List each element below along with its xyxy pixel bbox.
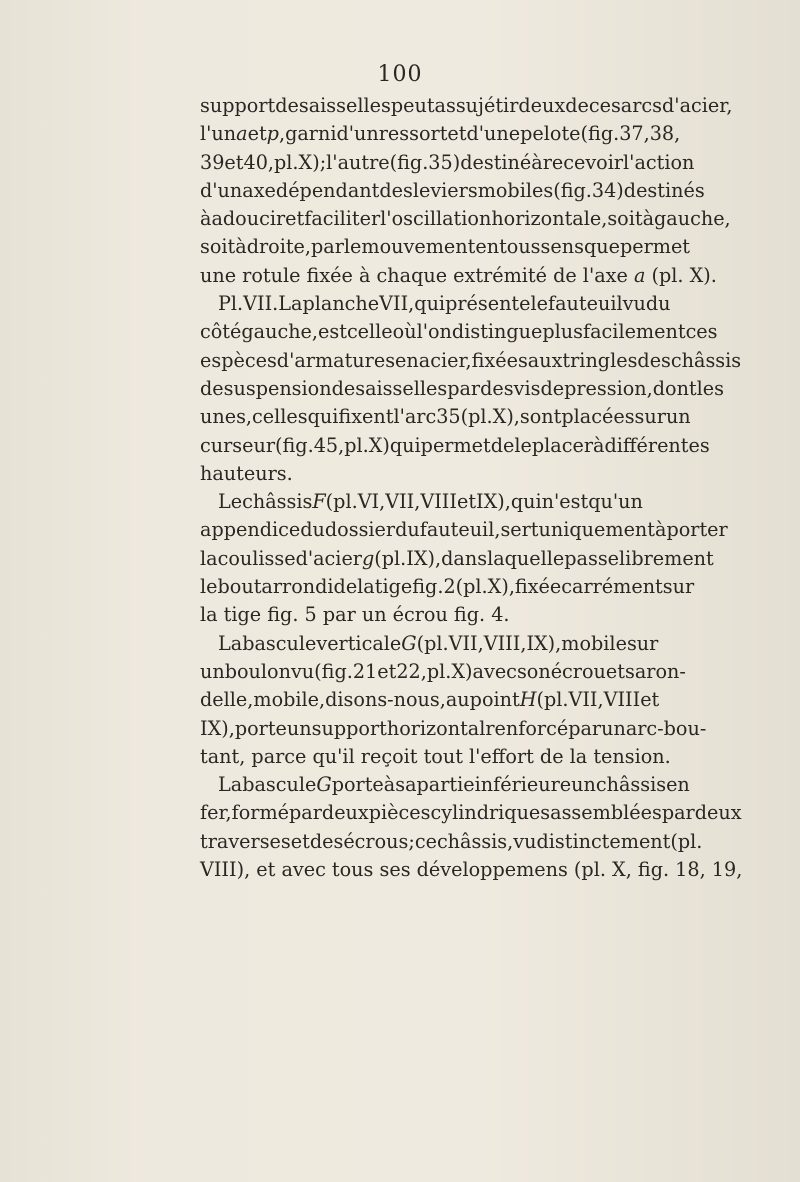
word: renforcé xyxy=(485,716,569,740)
word: 45, xyxy=(313,433,345,457)
word: fauteuil xyxy=(548,292,623,316)
text-run: hauteurs. xyxy=(200,461,293,485)
word: deux xyxy=(518,94,566,117)
word: placer xyxy=(531,433,594,457)
word: aux xyxy=(527,348,563,372)
word: planche xyxy=(302,292,380,316)
word: différentes xyxy=(604,433,710,457)
text-line xyxy=(200,856,743,884)
word: l'un xyxy=(200,122,237,146)
word: un xyxy=(571,773,596,797)
word: IX), xyxy=(200,716,235,740)
text-line xyxy=(200,573,695,601)
word: VIII xyxy=(420,490,457,514)
word: tringles xyxy=(562,348,638,372)
word: dans xyxy=(441,546,488,570)
word: arcs xyxy=(620,94,663,117)
word: deux xyxy=(321,801,369,825)
text-line xyxy=(200,149,695,177)
word: d'une xyxy=(466,122,521,146)
word: et xyxy=(247,122,267,146)
word: X) xyxy=(298,150,320,174)
word: passe xyxy=(564,546,620,570)
word: distingue xyxy=(451,320,543,344)
word: et xyxy=(447,122,467,146)
word: soit xyxy=(607,207,643,231)
word: sur xyxy=(626,631,659,655)
italic-letter: p xyxy=(266,122,279,146)
word: par xyxy=(289,801,322,825)
italic-letter: H xyxy=(519,688,537,712)
word: verticale xyxy=(316,631,402,655)
word: formé xyxy=(231,801,290,825)
word: le xyxy=(343,235,362,259)
word: à xyxy=(593,433,605,457)
italic-letter: a xyxy=(236,122,248,146)
word: sur xyxy=(662,575,695,599)
word: au xyxy=(445,688,470,712)
word: sur xyxy=(634,405,666,429)
paragraph xyxy=(200,488,728,629)
word: fixent xyxy=(338,405,394,429)
word: d'acier, xyxy=(662,94,733,117)
word: que xyxy=(583,235,620,259)
word: et xyxy=(285,207,305,231)
word: unes, xyxy=(200,405,253,429)
word: permet xyxy=(420,433,491,457)
word: IX), xyxy=(406,546,442,570)
word: X) xyxy=(368,433,390,457)
word: où xyxy=(392,320,417,344)
word: faciliter xyxy=(304,207,381,231)
word: par xyxy=(661,801,695,825)
word: acier, xyxy=(418,348,472,372)
word: à xyxy=(200,207,212,231)
word: pl. xyxy=(426,659,452,683)
word: (fig. xyxy=(389,150,429,174)
word: delle, xyxy=(200,688,254,712)
word: 39 xyxy=(200,150,225,174)
word xyxy=(267,120,285,148)
word: à xyxy=(655,518,667,542)
word: qui xyxy=(414,292,446,316)
word: qui xyxy=(389,433,421,457)
word: 37, xyxy=(619,122,650,146)
word: disons-nous, xyxy=(325,688,446,712)
word: Le xyxy=(218,490,243,514)
word: de xyxy=(333,575,358,599)
word: qui xyxy=(510,490,542,514)
word: La xyxy=(278,292,303,316)
word: porter xyxy=(666,518,728,542)
word: et xyxy=(377,659,397,683)
word: VIII, xyxy=(483,631,527,655)
text-line xyxy=(200,771,690,799)
word: un xyxy=(286,716,312,740)
text-line xyxy=(200,828,703,856)
word: La xyxy=(218,631,243,655)
word: vu xyxy=(622,292,646,316)
word: 2 xyxy=(443,575,456,599)
word: porte xyxy=(331,773,384,797)
word: arrondi xyxy=(261,575,334,599)
word: gauche, xyxy=(654,207,731,231)
word: , xyxy=(278,122,286,146)
italic-letter: G xyxy=(316,773,332,797)
word: (fig. xyxy=(580,122,620,146)
word: ce xyxy=(414,829,437,853)
word: en xyxy=(395,348,419,372)
word: la xyxy=(200,546,218,570)
word: librement xyxy=(619,546,714,570)
word: droite, xyxy=(246,235,312,259)
word: châssis xyxy=(595,773,667,797)
word: boulon xyxy=(224,659,291,683)
word: le xyxy=(530,292,548,316)
text-line xyxy=(200,516,728,544)
word: (pl. xyxy=(670,829,703,853)
word: les xyxy=(696,376,724,400)
word: à xyxy=(235,235,247,259)
text-line xyxy=(200,630,659,658)
word: (pl. xyxy=(536,688,569,712)
word: bascule xyxy=(242,631,317,655)
word: d'un xyxy=(200,178,243,202)
text-line xyxy=(200,799,742,827)
word: des xyxy=(275,94,309,117)
paragraph xyxy=(200,290,742,488)
word: VIII xyxy=(603,688,641,712)
word: (pl. xyxy=(325,490,358,514)
word: fer, xyxy=(200,801,232,825)
text-line xyxy=(200,120,681,148)
word: 21 xyxy=(352,659,378,683)
page-number: 100 xyxy=(377,62,423,87)
word: plus xyxy=(542,320,584,344)
word: VII, xyxy=(568,688,604,712)
word: d'armatures xyxy=(276,348,396,372)
text-line xyxy=(200,375,724,403)
word: permet xyxy=(619,235,691,259)
italic-letter: G xyxy=(401,631,417,655)
text-line xyxy=(200,545,714,573)
word: VII, xyxy=(448,631,484,655)
word: vis xyxy=(513,376,541,400)
text-line xyxy=(200,715,707,743)
word: bascule xyxy=(242,773,317,797)
word: ces xyxy=(588,94,621,117)
word: placées xyxy=(561,405,635,429)
word: 22, xyxy=(396,659,427,683)
text-line xyxy=(200,205,731,233)
text-line xyxy=(200,233,691,261)
word: un xyxy=(601,716,626,740)
word: par xyxy=(568,716,602,740)
word: côté xyxy=(200,320,242,344)
word: appendice xyxy=(200,518,301,542)
word: un xyxy=(200,659,225,683)
word: et xyxy=(224,150,244,174)
word: ressort xyxy=(378,122,448,146)
word: assujétir xyxy=(434,94,519,117)
word: 40, xyxy=(243,150,275,174)
word: horizontal xyxy=(386,716,486,740)
word: est xyxy=(318,320,347,344)
word: curseur xyxy=(200,433,276,457)
paragraph xyxy=(200,92,733,290)
word: de xyxy=(540,376,565,400)
word: de xyxy=(490,433,515,457)
word: sert xyxy=(500,518,539,542)
italic-letter: a xyxy=(633,263,646,287)
word: écrous xyxy=(343,829,409,853)
word: (pl. xyxy=(460,405,493,429)
word: arc-bou- xyxy=(625,716,707,740)
word: qu'un xyxy=(588,490,643,514)
italic-letter: F xyxy=(312,490,326,514)
word: aisselles xyxy=(365,376,448,400)
word: destinés xyxy=(623,178,705,202)
word: des xyxy=(309,829,344,853)
word: pl. xyxy=(274,150,299,174)
word: à xyxy=(642,207,655,231)
word: à xyxy=(383,773,396,797)
word: et xyxy=(605,659,625,683)
word: des xyxy=(379,178,413,202)
word: La xyxy=(218,773,243,797)
text-line xyxy=(200,92,733,120)
word: de xyxy=(565,94,589,117)
word: châssis, xyxy=(436,829,514,853)
paragraph xyxy=(200,771,743,884)
word: cylindriques xyxy=(430,801,551,825)
word: en xyxy=(475,235,500,259)
word: horizontale, xyxy=(491,207,608,231)
word: la xyxy=(357,575,375,599)
word: IX), xyxy=(476,490,511,514)
text-line xyxy=(200,290,671,318)
word: l'on xyxy=(416,320,452,344)
word: mobiles xyxy=(477,178,554,202)
word: sa xyxy=(624,659,647,683)
word: aisselles xyxy=(308,94,391,117)
word: uniquement xyxy=(538,518,655,542)
text-line xyxy=(200,488,643,516)
word: espèces xyxy=(200,348,277,372)
word: vu xyxy=(290,659,315,683)
word: 34) xyxy=(591,178,624,202)
word: laquelle xyxy=(487,546,565,570)
word: adoucir xyxy=(211,207,286,231)
word: sa xyxy=(395,773,417,797)
word: vu xyxy=(513,829,537,853)
word: deux xyxy=(694,801,742,825)
word: avec xyxy=(472,659,517,683)
word: mouvement xyxy=(361,235,476,259)
word: pelote xyxy=(520,122,581,146)
word: d'un xyxy=(336,122,379,146)
word: 35 xyxy=(436,405,461,429)
word: présente xyxy=(445,292,531,316)
text-run: une rotule fixée à chaque extrémité de l'axe xyxy=(200,263,634,287)
word: suspension xyxy=(223,376,332,400)
word: gauche, xyxy=(241,320,319,344)
word: de xyxy=(200,376,224,400)
text-line xyxy=(200,403,691,431)
word: 35) xyxy=(428,150,461,174)
word: support xyxy=(200,94,276,117)
word: X), xyxy=(487,575,515,599)
word: du xyxy=(300,518,325,542)
word: facilement xyxy=(583,320,686,344)
text-line xyxy=(200,743,671,771)
word: qui xyxy=(307,405,339,429)
word: (fig. xyxy=(553,178,592,202)
word: Pl. xyxy=(218,292,244,316)
word: celles xyxy=(252,405,308,429)
word: garni xyxy=(285,122,337,146)
word: fig. xyxy=(412,575,444,599)
word: VII. xyxy=(243,292,279,316)
word: assemblées xyxy=(550,801,662,825)
word: point xyxy=(469,688,520,712)
text-line xyxy=(200,601,622,629)
word: des xyxy=(331,376,366,400)
text-run: tant, parce qu'il reçoit tout l'effort de la tension. xyxy=(200,744,671,768)
italic-letter: g xyxy=(361,546,375,570)
word: (pl. xyxy=(416,631,449,655)
text-line xyxy=(200,347,742,375)
word: IX), xyxy=(526,631,562,655)
word: VII, xyxy=(385,490,421,514)
word: sens xyxy=(540,235,584,259)
word: X) xyxy=(451,659,473,683)
text-run: VIII), et avec tous ses développemens (pl. X, fig. 18, 19, xyxy=(200,858,743,882)
word: pièces xyxy=(368,801,431,825)
word: carrément xyxy=(561,575,663,599)
word: sont xyxy=(519,405,562,429)
word: l'arc xyxy=(393,405,437,429)
text-run: la tige fig. 5 par un écrou fig. 4. xyxy=(200,603,510,627)
word: fixée xyxy=(514,575,562,599)
word: distinctement xyxy=(536,829,671,853)
word: destiné xyxy=(460,150,532,174)
word: inférieure xyxy=(474,773,572,797)
word: mobile, xyxy=(253,688,326,712)
word: châssis xyxy=(242,490,313,514)
word: 38, xyxy=(649,122,681,146)
word: des xyxy=(480,376,514,400)
word: écrou xyxy=(550,659,606,683)
text-line xyxy=(200,686,660,714)
word: bout xyxy=(217,575,262,599)
text-line xyxy=(200,177,705,205)
word: porte xyxy=(234,716,287,740)
word: dépendant xyxy=(275,178,380,202)
word: partie xyxy=(416,773,475,797)
word: coulisse xyxy=(217,546,296,570)
word: un xyxy=(665,405,691,429)
text-line xyxy=(200,460,622,488)
word: l'autre xyxy=(326,150,390,174)
word: tige xyxy=(374,575,413,599)
word: (fig. xyxy=(275,433,314,457)
word: (fig. xyxy=(314,659,353,683)
text-run: (pl. X). xyxy=(645,263,717,287)
word: traverses xyxy=(200,829,291,853)
word: VII, xyxy=(379,292,415,316)
word: et xyxy=(290,829,310,853)
word: dossier xyxy=(324,518,396,542)
word: par xyxy=(311,235,344,259)
word: du xyxy=(645,292,671,316)
word: ; xyxy=(408,829,415,853)
word: le xyxy=(200,575,218,599)
word: son xyxy=(516,659,551,683)
word: leviers xyxy=(412,178,478,202)
word: celle xyxy=(346,320,393,344)
word: n'est xyxy=(541,490,589,514)
word: VI, xyxy=(357,490,386,514)
word: ces xyxy=(685,320,718,344)
word: pl. xyxy=(344,433,369,457)
word: l'oscillation xyxy=(380,207,492,231)
text-line xyxy=(200,432,710,460)
word: recevoir xyxy=(542,150,624,174)
word: ; xyxy=(319,150,327,174)
word: par xyxy=(447,376,481,400)
word: et xyxy=(456,490,477,514)
body-text xyxy=(200,92,743,884)
word: des xyxy=(637,348,671,372)
text-line xyxy=(200,318,718,346)
word: axe xyxy=(242,178,276,202)
text-line xyxy=(200,262,717,290)
text-line xyxy=(200,658,686,686)
word: X), xyxy=(492,405,520,429)
word: d'acier xyxy=(295,546,362,570)
word: fauteuil, xyxy=(419,518,501,542)
word: (pl. xyxy=(374,546,407,570)
word: mobile xyxy=(561,631,627,655)
word: à xyxy=(531,150,543,174)
word: fixées xyxy=(471,348,528,372)
word: dont xyxy=(652,376,697,400)
word: tous xyxy=(499,235,541,259)
word: pression, xyxy=(564,376,653,400)
word: soit xyxy=(200,235,236,259)
word: du xyxy=(395,518,420,542)
paragraph xyxy=(200,630,707,771)
word: peut xyxy=(390,94,435,117)
word: (pl. xyxy=(455,575,488,599)
word: l'action xyxy=(623,150,695,174)
word: et xyxy=(640,688,660,712)
word: le xyxy=(514,433,532,457)
word: châssis xyxy=(670,348,742,372)
word: ron- xyxy=(646,659,686,683)
word: support xyxy=(311,716,387,740)
word: en xyxy=(666,773,690,797)
